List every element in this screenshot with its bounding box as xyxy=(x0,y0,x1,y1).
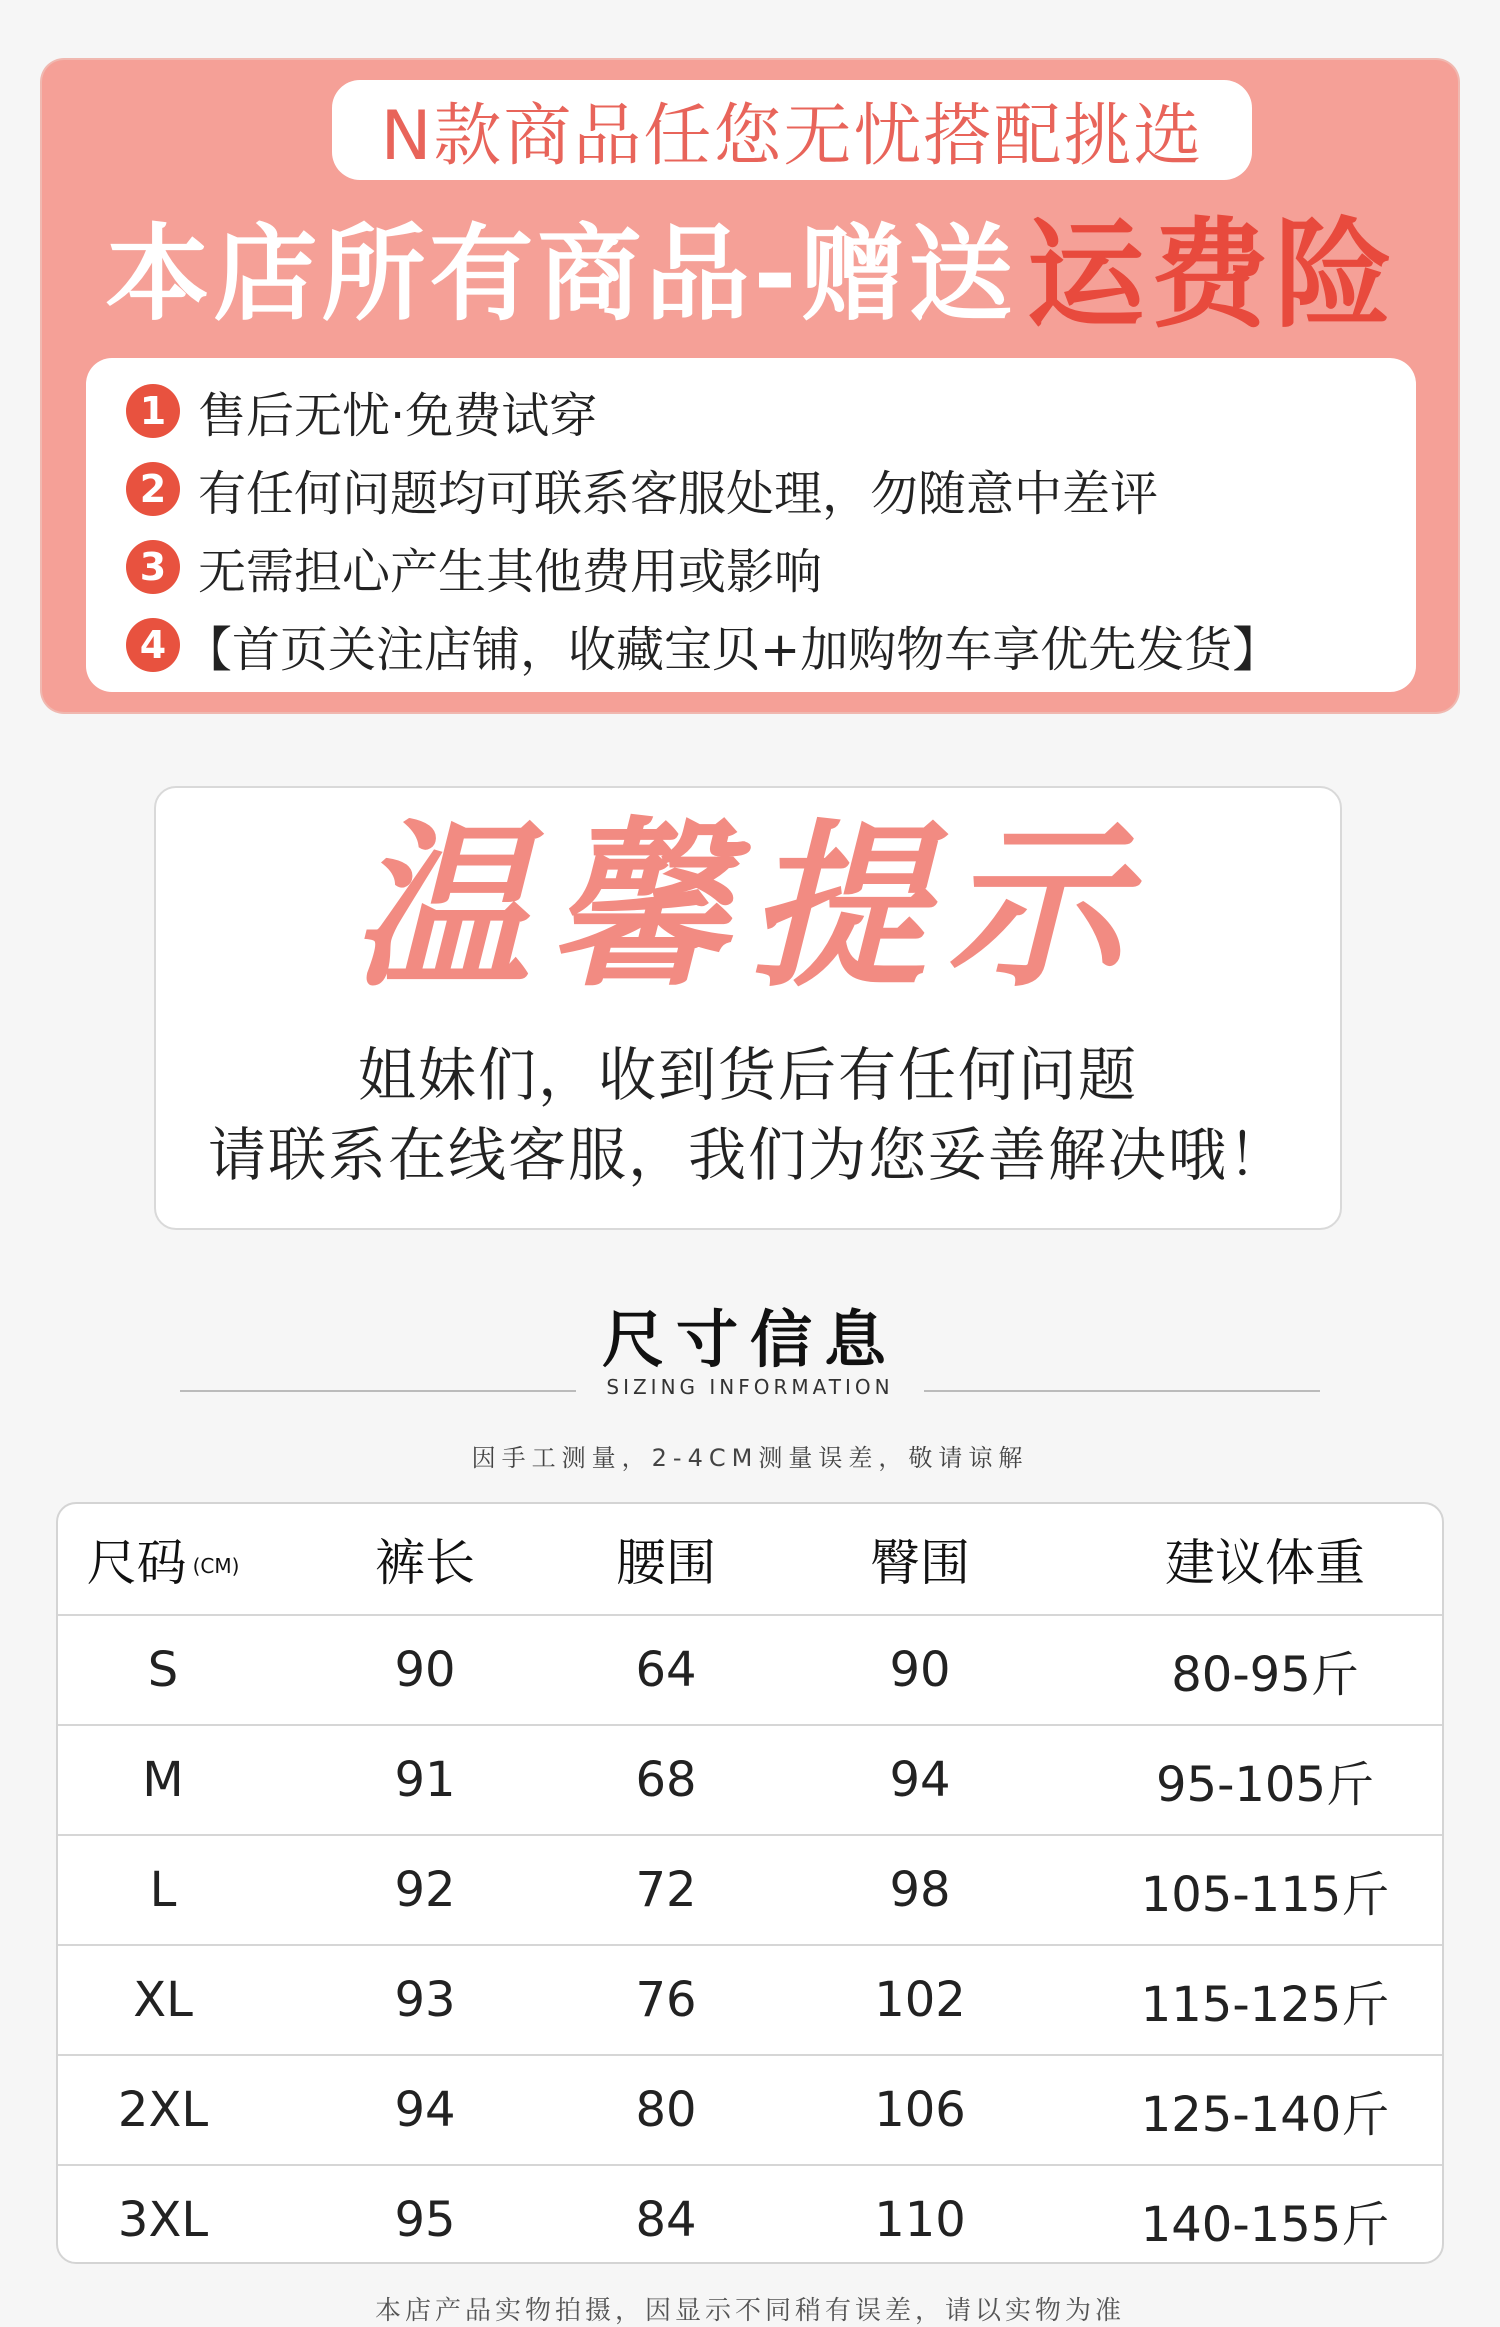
cell-hip: 110 xyxy=(874,2192,966,2248)
cell-weight: 95-105斤 xyxy=(1155,1756,1375,1813)
cell-weight: 80-95斤 xyxy=(1171,1646,1359,1703)
cell-length: 95 xyxy=(394,2192,456,2248)
benefit-item xyxy=(126,450,1416,528)
number-badge: 4 xyxy=(126,618,180,672)
cell-weight: 140-155斤 xyxy=(1140,2196,1390,2253)
cell-size: 2XL xyxy=(117,2082,209,2138)
cell-hip: 102 xyxy=(874,1972,966,2028)
table-header-row xyxy=(58,1504,1442,1616)
table-row xyxy=(58,1836,1442,1946)
size-table xyxy=(56,1502,1444,2264)
benefit-item xyxy=(126,372,1416,450)
cell-length: 90 xyxy=(394,1642,456,1698)
reminder-title: 温馨提示 xyxy=(352,804,1144,1011)
size-info-subtitle: SIZING INFORMATION xyxy=(606,1375,894,1399)
header-size-label: 尺码 xyxy=(86,1534,187,1592)
cell-size: L xyxy=(149,1862,177,1918)
measurement-note: 因手工测量，2-4CM测量误差，敬请谅解 xyxy=(471,1444,1029,1472)
divider-line xyxy=(180,1390,576,1392)
promo-benefits-list xyxy=(86,358,1416,692)
headline-main: 本店所有商品-赠送 xyxy=(105,213,1017,335)
cell-waist: 76 xyxy=(635,1972,697,2028)
cell-hip: 106 xyxy=(874,2082,966,2138)
table-row xyxy=(58,2166,1442,2264)
size-info-subtitle-row xyxy=(180,1375,1320,1405)
benefit-text: 售后无忧·免费试穿 xyxy=(198,387,598,444)
table-row xyxy=(58,1616,1442,1726)
cell-size: M xyxy=(142,1752,184,1808)
table-row xyxy=(58,2056,1442,2166)
warm-reminder-box xyxy=(154,786,1342,1230)
cell-hip: 90 xyxy=(889,1642,951,1698)
number-badge: 3 xyxy=(126,540,180,594)
number-badge: 1 xyxy=(126,384,180,438)
cell-hip: 98 xyxy=(889,1862,951,1918)
cell-waist: 68 xyxy=(635,1752,697,1808)
cell-size: 3XL xyxy=(117,2192,209,2248)
divider-line xyxy=(924,1390,1320,1392)
table-row xyxy=(58,1946,1442,2056)
headline-accent: 运费险 xyxy=(1026,206,1399,344)
promo-banner xyxy=(42,60,1458,712)
cell-length: 92 xyxy=(394,1862,456,1918)
promo-pill: N款商品任您无忧搭配挑选 xyxy=(332,80,1252,180)
cell-weight: 105-115斤 xyxy=(1140,1866,1390,1923)
cell-waist: 72 xyxy=(635,1862,697,1918)
cell-length: 91 xyxy=(394,1752,456,1808)
cell-waist: 64 xyxy=(635,1642,697,1698)
header-waist: 腰围 xyxy=(616,1534,716,1592)
header-hip: 臀围 xyxy=(870,1534,970,1592)
header-length: 裤长 xyxy=(375,1534,475,1592)
benefit-text: 有任何问题均可联系客服处理，勿随意中差评 xyxy=(198,465,1159,522)
benefit-text: 【首页关注店铺，收藏宝贝+加购物车享优先发货】 xyxy=(184,621,1281,678)
cell-hip: 94 xyxy=(889,1752,951,1808)
cell-weight: 115-125斤 xyxy=(1140,1976,1390,2033)
footer-note: 本店产品实物拍摄，因显示不同稍有误差，请以实物为准 xyxy=(374,2296,1125,2326)
header-weight: 建议体重 xyxy=(1165,1534,1365,1592)
benefit-item xyxy=(126,606,1416,684)
benefit-item xyxy=(126,528,1416,606)
cell-waist: 84 xyxy=(635,2192,697,2248)
table-row xyxy=(58,1726,1442,1836)
reminder-line-1: 姐妹们，收到货后有任何问题 xyxy=(357,1041,1138,1109)
cell-weight: 125-140斤 xyxy=(1140,2086,1390,2143)
size-info-title: 尺寸信息 xyxy=(601,1303,898,1376)
cell-length: 93 xyxy=(394,1972,456,2028)
header-size xyxy=(58,1504,268,1614)
cell-length: 94 xyxy=(394,2082,456,2138)
header-unit: (CM) xyxy=(192,1554,240,1578)
reminder-line-2: 请联系在线客服，我们为您妥善解决哦！ xyxy=(207,1121,1288,1189)
number-badge: 2 xyxy=(126,462,180,516)
cell-size: S xyxy=(147,1642,179,1698)
benefit-text: 无需担心产生其他费用或影响 xyxy=(198,543,823,600)
cell-waist: 80 xyxy=(635,2082,697,2138)
promo-headline xyxy=(62,190,1442,344)
cell-size: XL xyxy=(133,1972,193,2028)
